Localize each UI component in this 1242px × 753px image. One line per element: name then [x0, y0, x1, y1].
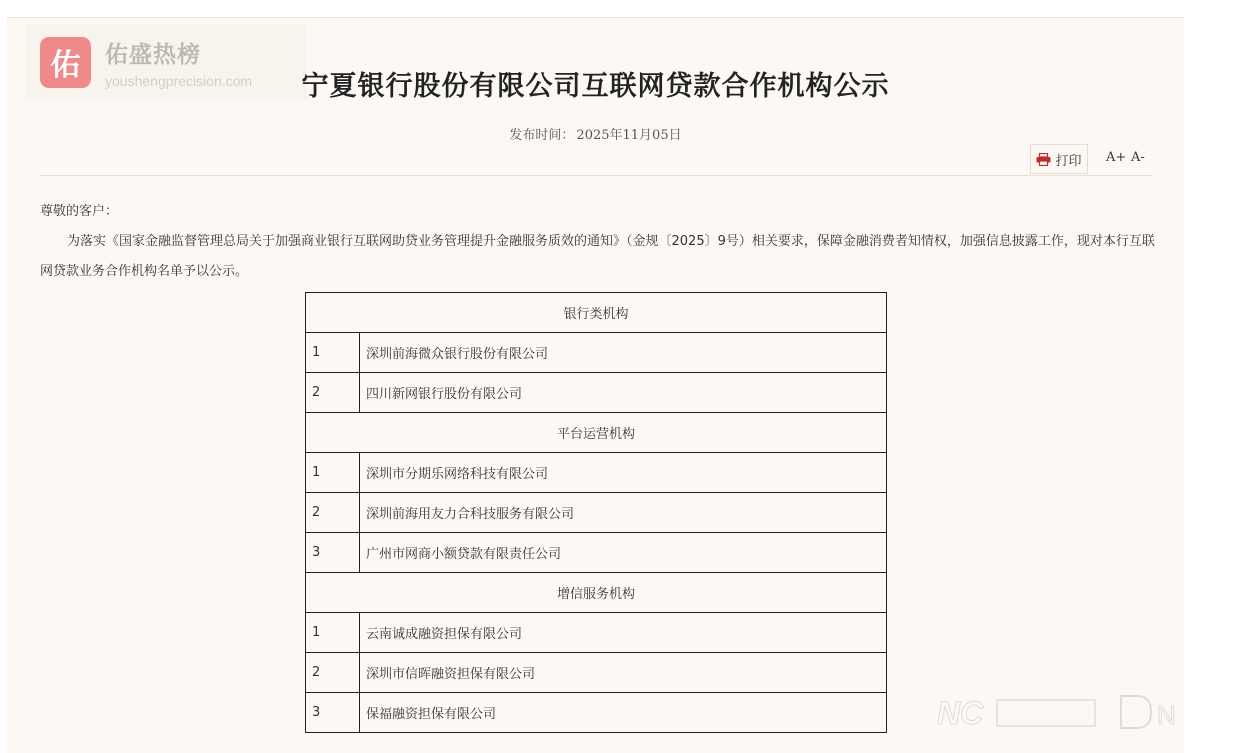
table-row	[306, 373, 887, 413]
table-row	[306, 653, 887, 693]
section-header: 增信服务机构	[306, 573, 887, 613]
table-row	[306, 533, 887, 573]
page-title: 宁夏银行股份有限公司互联网贷款合作机构公示	[301, 71, 890, 102]
org-name: 广州市网商小额贷款有限责任公司	[360, 533, 887, 573]
watermark-name: 佑盛热榜	[105, 41, 201, 68]
publish-date-value: 2025年11月05日	[576, 128, 682, 143]
greeting: 尊敬的客户：	[40, 204, 119, 219]
section-header-row	[306, 293, 887, 333]
section-header: 平台运营机构	[306, 413, 887, 453]
notice-paragraph: 为落实《国家金融监督管理总局关于加强商业银行互联网助贷业务管理提升金融服务质效的通知》（金规〔2025〕9号）相关要求，保障金融消费者知情权，加强信息披露工作，现对本行互联网贷款业务合作机构名单予以公示。	[40, 234, 1155, 279]
header-divider	[40, 175, 1152, 176]
section-header-row	[306, 413, 887, 453]
row-number: 1	[306, 613, 360, 653]
watermark-badge: 佑	[40, 37, 91, 88]
svg-text:N: N	[1157, 700, 1176, 730]
section-header-row	[306, 573, 887, 613]
org-name: 深圳市信晖融资担保有限公司	[360, 653, 887, 693]
row-number: 3	[306, 693, 360, 733]
row-number: 3	[306, 533, 360, 573]
print-button[interactable]	[1030, 144, 1088, 174]
row-number: 2	[306, 653, 360, 693]
org-name: 保福融资担保有限公司	[360, 693, 887, 733]
row-number: 2	[306, 373, 360, 413]
font-increase-button[interactable]: A+	[1106, 150, 1127, 165]
row-number: 1	[306, 453, 360, 493]
table-row	[306, 493, 887, 533]
svg-text:NC: NC	[937, 695, 984, 731]
section-header: 银行类机构	[306, 293, 887, 333]
row-number: 2	[306, 493, 360, 533]
font-decrease-button[interactable]: A-	[1131, 150, 1145, 165]
org-name: 深圳市分期乐网络科技有限公司	[360, 453, 887, 493]
watermark-url: youshengprecision.com	[105, 72, 253, 89]
partner-table	[305, 292, 887, 733]
news-logo-watermark	[937, 690, 1182, 738]
org-name: 深圳前海微众银行股份有限公司	[360, 333, 887, 373]
table-row	[306, 613, 887, 653]
org-name: 深圳前海用友力合科技服务有限公司	[360, 493, 887, 533]
org-name: 四川新网银行股份有限公司	[360, 373, 887, 413]
print-label: 打印	[1055, 153, 1082, 169]
publish-date	[7, 124, 1184, 143]
org-name: 云南诚成融资担保有限公司	[360, 613, 887, 653]
publish-date-label: 发布时间：	[509, 128, 575, 143]
table-row	[306, 693, 887, 733]
printer-icon	[1036, 153, 1051, 166]
row-number: 1	[306, 333, 360, 373]
content-page	[7, 17, 1184, 753]
table-row	[306, 333, 887, 373]
table-row	[306, 453, 887, 493]
